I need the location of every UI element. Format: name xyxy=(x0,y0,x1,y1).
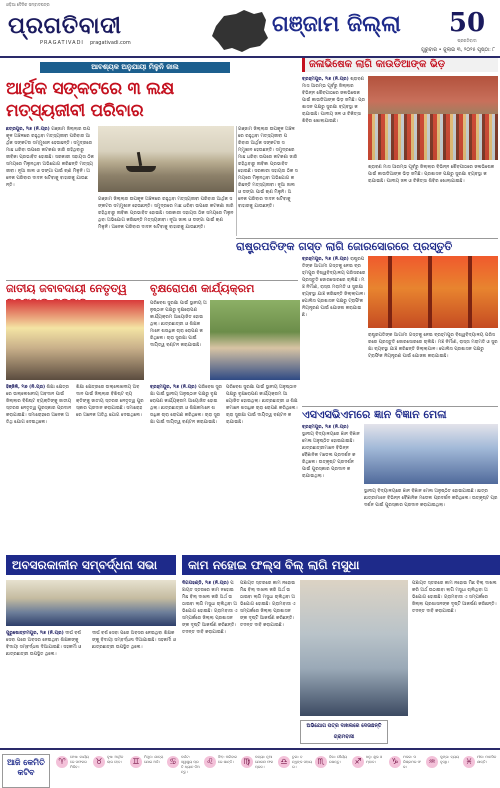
right3-headline[interactable]: ଏସଏସଭିଏମରେ ଜ୍ଞାନ ବିଜ୍ଞାନ ମେଳା xyxy=(302,408,447,421)
low1-headline[interactable]: ଅବସରକାଳୀନ ସମ୍ବର୍ଦ୍ଧନା ସଭା xyxy=(6,555,176,575)
zodiac-icon: ♊ xyxy=(130,756,142,768)
horoscope-sign xyxy=(276,754,312,788)
right3-body-text: ସ୍ଥାନୀୟ ବିଦ୍ୟାଳୟରେ ଜ୍ଞାନ ବିଜ୍ଞାନ ମେଳା ଅନୁଷ୍ଠିତ ହୋଇଯାଇଛି। ଛାତ୍ରଛାତ୍ରୀମାନେ ବିଭିନ୍ନ ବୈଜ୍ଞାନିକ ମଡେଲ ପ୍ରଦର୍ଶନ କରିଥିଲେ। ଉତ୍କୃଷ୍ଟ ପ୍ରଦର୍ଶନ ପାଇଁ ପୁରସ୍କାର ପ୍ରଦାନ କରାଯାଇଥିଲା। xyxy=(302,432,360,479)
horoscope-text: ମେଷ: କାର୍ଯ୍ୟରେ ସଫଳତା ମିଳିବ। xyxy=(70,755,89,769)
low2-body-continued-2: ପଞ୍ଚାୟତ ସ୍ତରରେ କାମ ନହୋଇ ମିଛ ବିଲ୍‌ ଦାଖଲ କରି ଅର୍ଥ ଉଠାଇବା ଲାଗି ମସୁଧା ଚାଲିଥିବା ଅଭିଯୋଗ ହୋଇଛି। ଗ୍ରାମବାସୀ ଏ ସମ୍ପର୍କରେ ଜିଲ୍ଲା ପ୍ରଶାସନଙ୍କ ଦୃଷ୍ଟି ଆକର୍ଷଣ କରିଛନ୍ତି। ତଦନ୍ତ ଦାବି କରାଯାଇଛି। xyxy=(412,581,497,614)
fisher-shape xyxy=(137,152,142,166)
horoscope-sign xyxy=(165,754,201,788)
mid2-body-top xyxy=(150,300,208,380)
villagers-meeting-photo xyxy=(300,580,408,716)
horoscope-sign xyxy=(54,754,90,788)
horoscope-sign xyxy=(91,754,127,788)
right1-body-text: ଶ୍ରାବଣ ମାସ ଆରମ୍ଭ ପୂର୍ବରୁ ଜିଲ୍ଲାର ବିଭିନ୍ନ ଶୈବପୀଠରେ ଜଳାଭିଷେକ ପାଇଁ କାଉଡିଆଙ୍କ ଭିଡ଼ ଜମିଛି। ପ୍ରଶାସନ ପକ୍ଷରୁ ସୁରକ୍ଷା ବ୍ୟବସ୍ଥା କରାଯାଇଛି। ପାନୀୟ ଜଳ ଓ ଚିକିତ୍ସା ଶିବିର ଖୋଲାଯାଇଛି। xyxy=(302,77,365,124)
right2-headline[interactable]: ରାଷ୍ଟ୍ରପତିଙ୍କ ଗସ୍ତ ଲାଗି ଜୋରସୋରରେ ପ୍ରସ୍ତୁତି xyxy=(236,240,453,253)
low2-body-col3 xyxy=(412,580,498,744)
right2-dateline: ବ୍ରହ୍ମପୁର, ୨ା୭ (ନି.ପ୍ର) xyxy=(302,257,349,262)
horoscope-text: ବୃଷ: ଆର୍ଥିକ ଲାଭ ହେବ। xyxy=(107,755,124,764)
pillar xyxy=(468,256,472,328)
horoscope-sign xyxy=(128,754,164,788)
horoscope-sign xyxy=(239,754,275,788)
low1-body-col1 xyxy=(6,630,90,744)
horoscope-text: ବିଛା: ଧୈର୍ଯ୍ୟ ରଖନ୍ତୁ। xyxy=(329,755,348,764)
column-rule xyxy=(236,126,237,236)
low1-body-col2 xyxy=(92,630,176,744)
low2-body-continued: ପଞ୍ଚାୟତ ସ୍ତରରେ କାମ ନହୋଇ ମିଛ ବିଲ୍‌ ଦାଖଲ କରି ଅର୍ଥ ଉଠାଇବା ଲାଗି ମସୁଧା ଚାଲିଥିବା ଅଭିଯୋଗ ହୋଇଛି। ଗ୍ରାମବାସୀ ଏ ସମ୍ପର୍କରେ ଜିଲ୍ଲା ପ୍ରଶାସନଙ୍କ ଦୃଷ୍ଟି ଆକର୍ଷଣ କରିଛନ୍ତି। ତଦନ୍ତ ଦାବି କରାଯାଇଛି। xyxy=(240,581,296,628)
zodiac-icon: ♌ xyxy=(204,756,216,768)
horoscope-sign xyxy=(313,754,349,788)
venue-preparation-photo xyxy=(368,256,498,328)
felicitation-photo xyxy=(6,580,176,626)
mid1-body-col2 xyxy=(76,384,144,550)
anniversary-subtitle: ପ୍ରଗତିବାଦୀ xyxy=(457,38,477,43)
boat-shape xyxy=(126,166,156,172)
lead-body-col2 xyxy=(98,196,234,276)
zodiac-icon: ♈ xyxy=(56,756,68,768)
mid2-dateline: ବ୍ରହ୍ମପୁର, ୨ା୭ (ନି.ପ୍ର) xyxy=(150,385,197,390)
right3-body xyxy=(302,424,362,550)
low1-body-continued: ଦୀର୍ଘ ବର୍ଷ ସେବା ପରେ ଅବସର ନେଇଥିବା ଶିକ୍ଷକଙ୍କୁ ବିଦାୟୀ ସମ୍ବର୍ଦ୍ଧନା ଦିଆଯାଇଛି। ସହକର୍ମୀ ଓ ଛାତ୍ରଛାତ୍ରୀ ଉପସ୍ଥିତ ଥିଲେ। xyxy=(92,631,176,650)
fishermen-boat-photo xyxy=(98,126,234,192)
logo-subtitle: PRAGATIVADI xyxy=(40,40,84,46)
issue-dateline: ଗୁରୁବାର • ଜୁଲାଇ ୩, ୨୦୨୫ ପୃଷ୍ଠା: ୮ xyxy=(421,47,495,53)
horoscope-text: କନ୍ୟା: ନୂଆ ଯୋଜନା ଫଳପ୍ରଦ। xyxy=(255,755,274,769)
lead-body-col3 xyxy=(238,126,298,236)
mid2-body: ପରିବେଶ ସୁରକ୍ଷା ପାଇଁ ସ୍ଥାନୀୟ ଅନୁଷ୍ଠାନ ପକ୍ଷରୁ ବୃକ୍ଷରୋପଣ କାର୍ଯ୍ୟକ୍ରମ ଆୟୋଜିତ ହୋଇଥିଲା। ଛାତ୍ରଛାତ୍ରୀ ଓ ଶିକ୍ଷକମାନେ ଶତାଧିକ ଚାରା ରୋପଣ କରିଥିଲେ। ଚାରା ସୁରକ୍ଷା ପାଇଁ ଦାୟିତ୍ୱ ବଣ୍ଟନ କରାଯାଇଛି। xyxy=(150,385,222,425)
pillar xyxy=(388,256,392,328)
devotees-crowd xyxy=(368,114,498,160)
zodiac-icon: ♉ xyxy=(93,756,105,768)
mid2-body-col1 xyxy=(150,384,222,550)
right2-body-text: ରାଷ୍ଟ୍ରପତିଙ୍କ ଆଗାମୀ ଗସ୍ତକୁ ନେଇ ବ୍ରହ୍ମପୁର ବିଶ୍ୱବିଦ୍ୟାଳୟ ପରିସରରେ ପ୍ରସ୍ତୁତି ଜୋରସୋରରେ ଚାଲିଛି। ମଞ୍ଚ ନିର୍ମାଣ, ରାସ୍ତା ମରାମତି ଓ ସୁରକ୍ଷା ବ୍ୟବସ୍ଥା ଯାଞ୍ଚ କରିଛନ୍ତି ଜିଲ୍ଲାପାଳ। ପୋଲିସ ପ୍ରଶାସନ ପକ୍ଷରୁ ଟ୍ରାଫିକ ନିୟନ୍ତ୍ରଣ ପାଇଁ ଯୋଜନା କରାଯାଇଛି। xyxy=(302,257,366,318)
zodiac-icon: ♏ xyxy=(315,756,327,768)
section-divider xyxy=(6,280,298,281)
photo-caption: ଅଭିଯୋଗ ପତ୍ର ଦାଖଲରେ ଦେଉଛନ୍ତି ଗ୍ରାମବାସୀ xyxy=(300,720,388,744)
pillar xyxy=(428,256,432,328)
low2-body-col2 xyxy=(240,580,296,744)
horoscope-sign xyxy=(350,754,386,788)
mid2-body-continued: ପରିବେଶ ସୁରକ୍ଷା ପାଇଁ ସ୍ଥାନୀୟ ଅନୁଷ୍ଠାନ ପକ୍ଷରୁ ବୃକ୍ଷରୋପଣ କାର୍ଯ୍ୟକ୍ରମ ଆୟୋଜିତ ହୋଇଥିଲା। ଛାତ୍ରଛାତ୍ରୀ ଓ ଶିକ୍ଷକମାନେ ଶତାଧିକ ଚାରା ରୋପଣ କରିଥିଲେ। ଚାରା ସୁରକ୍ଷା ପାଇଁ ଦାୟିତ୍ୱ ବଣ୍ଟନ କରାଯାଇଛି। xyxy=(226,385,298,425)
right1-body-col2 xyxy=(368,164,498,236)
zodiac-icon: ♓ xyxy=(463,756,475,768)
horoscope-text: ସିଂହ: ପରିବାରରେ ଶାନ୍ତି। xyxy=(218,755,238,764)
right2-body xyxy=(302,256,366,404)
section-divider xyxy=(236,238,498,239)
horoscope-strip xyxy=(0,748,500,788)
zodiac-icon: ♋ xyxy=(167,756,179,768)
right3-body-continued: ସ୍ଥାନୀୟ ବିଦ୍ୟାଳୟରେ ଜ୍ଞାନ ବିଜ୍ଞାନ ମେଳା ଅନୁଷ୍ଠିତ ହୋଇଯାଇଛି। ଛାତ୍ରଛାତ୍ରୀମାନେ ବିଭିନ୍ନ ବୈଜ୍ଞାନିକ ମଡେଲ ପ୍ରଦର୍ଶନ କରିଥିଲେ। ଉତ୍କୃଷ୍ଟ ପ୍ରଦର୍ଶନ ପାଇଁ ପୁରସ୍କାର ପ୍ରଦାନ କରାଯାଇଥିଲା। xyxy=(364,489,498,508)
mid2-headline[interactable]: ବୃକ୍ଷରୋପଣ କାର୍ଯ୍ୟକ୍ରମ xyxy=(150,282,255,295)
mid1-body-continued: ଶିକ୍ଷା କ୍ଷେତ୍ରରେ ଉଲ୍ଲେଖନୀୟ ଅବଦାନ ପାଇଁ ଜିଲ୍ଲାର ବିଶିଷ୍ଟ ବ୍ୟକ୍ତିଙ୍କୁ ଜାତୀୟ ସ୍ତରର ନେତୃତ୍ୱ ପୁରସ୍କାର ପ୍ରଦାନ କରାଯାଇଛି। ସମାରୋହରେ ଅନେକ ଅତିଥି ଯୋଗ ଦେଇଥିଲେ। xyxy=(76,385,144,418)
right1-dateline: ବ୍ରହ୍ମପୁର, ୨ା୭ (ନି.ପ୍ର) xyxy=(302,77,349,82)
horoscope-text: ମୀନ: ମାନସିକ ଶାନ୍ତି। xyxy=(477,755,497,764)
low2-body-col1 xyxy=(182,580,238,744)
horoscope-title: ଆଜି କେମିତି କଟିବ xyxy=(2,754,50,788)
lead-body-continued-2: ଗଞ୍ଜାମ ଜିଲ୍ଲାର ଉପକୂଳ ଅଞ୍ଚଳରେ ରହୁଥିବା ମତ୍ସ୍ୟଜୀବୀ ପରିବାର ଆର୍ଥିକ ସଙ୍କଟର ସମ୍ମୁଖୀନ ହେଉଛନ୍ତି। ସମୁଦ୍ରରେ ମାଛ ଧରିବା ଉପରେ କଟକଣା ଜାରି ରହିଥିବାରୁ ଜୀବିକା ପ୍ରଭାବିତ ହୋଇଛି। ସରକାରୀ ସହାୟତା ଠିକ ସମୟରେ ମିଳୁନଥିବା ଅଭିଯୋଗ କରିଛନ୍ତି ମତ୍ସ୍ୟଜୀବୀ। ନୂଆ ଜାଲ ଓ ଡଙ୍ଗା ପାଇଁ ଋଣ ମିଳୁନି। ଅନେକ ପରିବାର ଦାଦନ ଖଟିବାକୁ ବାହାରକୁ ଯାଉଛନ୍ତି। xyxy=(238,127,298,209)
lead-body: ଗଞ୍ଜାମ ଜିଲ୍ଲାର ଉପକୂଳ ଅଞ୍ଚଳରେ ରହୁଥିବା ମତ୍ସ୍ୟଜୀବୀ ପରିବାର ଆର୍ଥିକ ସଙ୍କଟର ସମ୍ମୁଖୀନ ହେଉଛନ୍ତି। ସମୁଦ୍ରରେ ମାଛ ଧରିବା ଉପରେ କଟକଣା ଜାରି ରହିଥିବାରୁ ଜୀବିକା ପ୍ରଭାବିତ ହୋଇଛି। ସରକାରୀ ସହାୟତା ଠିକ ସମୟରେ ମିଳୁନଥିବା ଅଭିଯୋଗ କରିଛନ୍ତି ମତ୍ସ୍ୟଜୀବୀ। ନୂଆ ଜାଲ ଓ ଡଙ୍ଗା ପାଇଁ ଋଣ ମିଳୁନି। ଅନେକ ପରିବାର ଦାଦନ ଖଟିବାକୁ ବାହାରକୁ ଯାଉଛନ୍ତି। xyxy=(6,127,94,188)
mid2-body-col2 xyxy=(226,384,298,550)
zodiac-icon: ♎ xyxy=(278,756,290,768)
newspaper-logo[interactable] xyxy=(8,12,168,40)
section-title: ଗଞ୍ଜାମ ଜିଲ୍ଲା xyxy=(272,11,401,37)
tree-plantation-photo xyxy=(210,300,300,380)
masthead-tagline: ଓଡ଼ିଆ ଦୈନିକ ସମ୍ବାଦପତ୍ର xyxy=(6,2,50,7)
low1-dateline: ପୁରୁଷୋତ୍ତମପୁର, ୨ା୭ (ନି.ପ୍ର) xyxy=(6,631,64,636)
masthead xyxy=(0,0,500,58)
mid2-body-intro: ପରିବେଶ ସୁରକ୍ଷା ପାଇଁ ସ୍ଥାନୀୟ ଅନୁଷ୍ଠାନ ପକ୍ଷରୁ ବୃକ୍ଷରୋପଣ କାର୍ଯ୍ୟକ୍ରମ ଆୟୋଜିତ ହୋଇଥିଲା। ଛାତ୍ରଛାତ୍ରୀ ଓ ଶିକ୍ଷକମାନେ ଶତାଧିକ ଚାରା ରୋପଣ କରିଥିଲେ। ଚାରା ସୁରକ୍ଷା ପାଇଁ ଦାୟିତ୍ୱ ବଣ୍ଟନ କରାଯାଇଛି। xyxy=(150,301,207,348)
horoscope-text: ମକର: ପରିଶ୍ରମର ଫଳ। xyxy=(403,755,422,769)
horoscope-text: କର୍କଟ: ସ୍ୱାସ୍ଥ୍ୟ ପ୍ରତି ଧ୍ୟାନ ଦିଅନ୍ତୁ। xyxy=(181,755,200,774)
low2-body: ପଞ୍ଚାୟତ ସ୍ତରରେ କାମ ନହୋଇ ମିଛ ବିଲ୍‌ ଦାଖଲ କରି ଅର୍ଥ ଉଠାଇବା ଲାଗି ମସୁଧା ଚାଲିଥିବା ଅଭିଯୋଗ ହୋଇଛି। ଗ୍ରାମବାସୀ ଏ ସମ୍ପର୍କରେ ଜିଲ୍ଲା ପ୍ରଶାସନଙ୍କ ଦୃଷ୍ଟି ଆକର୍ଷଣ କରିଛନ୍ତି। ତଦନ୍ତ ଦାବି କରାଯାଇଛି। xyxy=(182,581,238,635)
right1-headline[interactable]: ଜଳାଭିଷେକ ଲାଗି କାଉଡିଆଙ୍କ ଭିଡ଼ xyxy=(302,58,498,72)
low2-headline[interactable]: କାମ ନହୋଇ ଫଲ୍ସ ବିଲ୍‌ ଲାଗି ମସୁଧା xyxy=(182,555,500,575)
lead-dateline: ଛତ୍ରପୁର, ୨ା୭ (ନି.ପ୍ର) xyxy=(6,127,50,132)
zodiac-icon: ♍ xyxy=(241,756,253,768)
anniversary-badge xyxy=(440,6,494,44)
award-ceremony-photo xyxy=(6,300,144,380)
logo-wordmark: ପ୍ରଗତିବାଦୀ xyxy=(8,12,122,39)
science-fair-photo xyxy=(364,424,498,484)
horoscope-sign xyxy=(424,754,460,788)
zodiac-icon: ♒ xyxy=(426,756,438,768)
horoscope-sign xyxy=(202,754,238,788)
lead-headline[interactable]: ଆର୍ଥିକ ସଙ୍କଟରେ ୩ ଲକ୍ଷ ମତ୍ସ୍ୟଜୀବୀ ପରିବାର xyxy=(6,79,175,121)
mid1-body-col1 xyxy=(6,384,74,550)
zodiac-icon: ♑ xyxy=(389,756,401,768)
low2-dateline: ଦିଗପହଣ୍ଡି, ୨ା୭ (ନି.ପ୍ର) xyxy=(182,581,229,586)
horoscope-text: ମିଥୁନ: ଯାତ୍ରା ଯୋଗ ଅଛି। xyxy=(144,755,164,764)
mid1-headline[interactable]: ଜାତୀୟ ଜବାବଦାୟୀ ନେତୃତ୍ୱ xyxy=(6,282,127,295)
horoscope-sign xyxy=(461,754,497,788)
right3-body-col2 xyxy=(364,488,498,550)
right2-body-col2 xyxy=(368,332,498,404)
horoscope-text: କୁମ୍ଭ: ବ୍ୟୟ ବୃଦ୍ଧି। xyxy=(440,755,459,764)
horoscope-sign xyxy=(387,754,423,788)
section-divider xyxy=(302,406,498,407)
district-map-icon xyxy=(210,8,270,54)
zodiac-icon: ♐ xyxy=(352,756,364,768)
right2-body-continued: ରାଷ୍ଟ୍ରପତିଙ୍କ ଆଗାମୀ ଗସ୍ତକୁ ନେଇ ବ୍ରହ୍ମପୁର ବିଶ୍ୱବିଦ୍ୟାଳୟ ପରିସରରେ ପ୍ରସ୍ତୁତି ଜୋରସୋରରେ ଚାଲିଛି। ମଞ୍ଚ ନିର୍ମାଣ, ରାସ୍ତା ମରାମତି ଓ ସୁରକ୍ଷା ବ୍ୟବସ୍ଥା ଯାଞ୍ଚ କରିଛନ୍ତି ଜିଲ୍ଲାପାଳ। ପୋଲିସ ପ୍ରଶାସନ ପକ୍ଷରୁ ଟ୍ରାଫିକ ନିୟନ୍ତ୍ରଣ ପାଇଁ ଯୋଜନା କରାଯାଇଛି। xyxy=(368,333,498,359)
lead-body-continued: ଗଞ୍ଜାମ ଜିଲ୍ଲାର ଉପକୂଳ ଅଞ୍ଚଳରେ ରହୁଥିବା ମତ୍ସ୍ୟଜୀବୀ ପରିବାର ଆର୍ଥିକ ସଙ୍କଟର ସମ୍ମୁଖୀନ ହେଉଛନ୍ତି। ସମୁଦ୍ରରେ ମାଛ ଧରିବା ଉପରେ କଟକଣା ଜାରି ରହିଥିବାରୁ ଜୀବିକା ପ୍ରଭାବିତ ହୋଇଛି। ସରକାରୀ ସହାୟତା ଠିକ ସମୟରେ ମିଳୁନଥିବା ଅଭିଯୋଗ କରିଛନ୍ତି ମତ୍ସ୍ୟଜୀବୀ। ନୂଆ ଜାଲ ଓ ଡଙ୍ଗା ପାଇଁ ଋଣ ମିଳୁନି। ଅନେକ ପରିବାର ଦାଦନ ଖଟିବାକୁ ବାହାରକୁ ଯାଉଛନ୍ତି। xyxy=(98,197,234,230)
lead-body-col1 xyxy=(6,126,96,276)
logo-url[interactable]: pragativadi.com xyxy=(90,40,131,46)
right3-dateline: ବ୍ରହ୍ମପୁର, ୨ା୭ (ନି.ପ୍ର) xyxy=(302,425,349,430)
lead-kicker: ଆବଶ୍ୟକ ଅନୁଯାୟୀ ମିଳୁନି ଜାଲ xyxy=(40,62,230,73)
right1-body-continued: ଶ୍ରାବଣ ମାସ ଆରମ୍ଭ ପୂର୍ବରୁ ଜିଲ୍ଲାର ବିଭିନ୍ନ ଶୈବପୀଠରେ ଜଳାଭିଷେକ ପାଇଁ କାଉଡିଆଙ୍କ ଭିଡ଼ ଜମିଛି। ପ୍ରଶାସନ ପକ୍ଷରୁ ସୁରକ୍ଷା ବ୍ୟବସ୍ଥା କରାଯାଇଛି। ପାନୀୟ ଜଳ ଓ ଚିକିତ୍ସା ଶିବିର ଖୋଲାଯାଇଛି। xyxy=(368,165,495,184)
horoscope-text: ତୁଳା: ବନ୍ଧୁଙ୍କ ସହାୟତା। xyxy=(292,755,312,769)
mid1-body: ଶିକ୍ଷା କ୍ଷେତ୍ରରେ ଉଲ୍ଲେଖନୀୟ ଅବଦାନ ପାଇଁ ଜିଲ୍ଲାର ବିଶିଷ୍ଟ ବ୍ୟକ୍ତିଙ୍କୁ ଜାତୀୟ ସ୍ତରର ନେତୃତ୍ୱ ପୁରସ୍କାର ପ୍ରଦାନ କରାଯାଇଛି। ସମାରୋହରେ ଅନେକ ଅତିଥି ଯୋଗ ଦେଇଥିଲେ। xyxy=(6,385,72,425)
right1-body xyxy=(302,76,366,236)
mid1-dateline: ହିଞ୍ଜିଳି, ୨ା୭ (ନି.ପ୍ର) xyxy=(6,385,46,390)
low1-body: ଦୀର୍ଘ ବର୍ଷ ସେବା ପରେ ଅବସର ନେଇଥିବା ଶିକ୍ଷକଙ୍କୁ ବିଦାୟୀ ସମ୍ବର୍ଦ୍ଧନା ଦିଆଯାଇଛି। ସହକର୍ମୀ ଓ ଛାତ୍ରଛାତ୍ରୀ ଉପସ୍ଥିତ ଥିଲେ। xyxy=(6,631,82,657)
horoscope-text: ଧନୁ: ଶୁଭ ସମ୍ବାଦ। xyxy=(366,755,383,764)
kanwar-devotees-photo xyxy=(368,76,498,160)
anniversary-number: 50 xyxy=(448,8,486,38)
